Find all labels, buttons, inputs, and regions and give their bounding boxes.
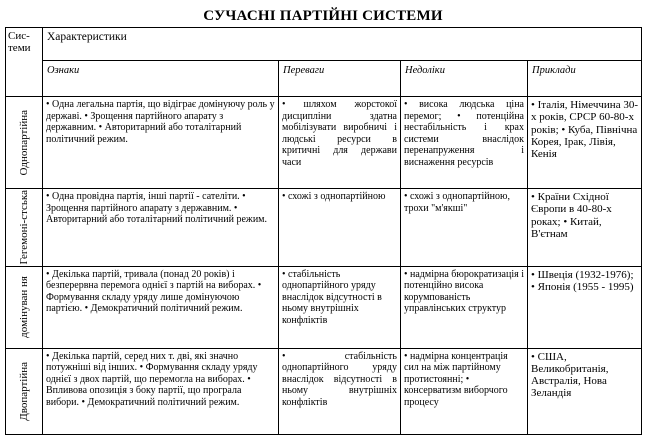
header-row bbox=[6, 28, 642, 61]
system-cell bbox=[6, 189, 43, 267]
disadvantages-cell: • надмірна бюрократизація і потенційно висока корумпованість управлінських структур bbox=[401, 266, 528, 348]
system-cell bbox=[6, 97, 43, 189]
advantages-cell: • стабільність однопартійного уряду внаслідок відсутності в ньому внутрішніх конфліктів bbox=[279, 348, 401, 434]
examples-cell: • Швеція (1932-1976); • Японія (1955 - 1995) bbox=[528, 266, 642, 348]
header-systems: Сис-теми bbox=[6, 28, 43, 97]
disadvantages-cell: • схожі з однопартійною, трохи "м'якші" bbox=[401, 189, 528, 267]
system-cell bbox=[6, 266, 43, 348]
header-advantages: Переваги bbox=[279, 61, 401, 97]
disadvantages-cell: • надмірна концентрація сил на між партійному протистоянні; • консерватизм виборчого процесу bbox=[401, 348, 528, 434]
system-name: Двопартійна bbox=[18, 361, 30, 421]
system-name: Однопартійна bbox=[18, 109, 30, 176]
party-systems-table bbox=[5, 27, 642, 435]
system-name: Гегемоні-стська bbox=[18, 190, 30, 265]
examples-cell: • Італія, Німеччина 30-х років, СРСР 60-80-х років; • Куба, Північна Корея, Ірак, Лівія, Кенія bbox=[528, 97, 642, 189]
table-row bbox=[6, 97, 642, 189]
table-row bbox=[6, 348, 642, 434]
page-title: СУЧАСНІ ПАРТІЙНІ СИСТЕМИ bbox=[203, 8, 443, 24]
system-name: домінуван ня bbox=[18, 276, 30, 338]
header-features: Ознаки bbox=[43, 61, 279, 97]
features-cell: • Декілька партій, тривала (понад 20 років) і безперервна перемога однієї з партій на виборах. • Формування складу уряду лише домінуючою партією. • Демократичний політичний режим. bbox=[43, 266, 279, 348]
advantages-cell: • схожі з однопартійною bbox=[279, 189, 401, 267]
advantages-cell: • стабільність однопартійного уряду внаслідок відсутності в ньому внутрішніх конфліктів bbox=[279, 266, 401, 348]
system-cell bbox=[6, 348, 43, 434]
header-examples: Приклади bbox=[528, 61, 642, 97]
features-cell: • Декілька партій, серед них т. дві, які значно потужніші від інших. • Формування складу уряду однієї з двох партій, що перемогла на виборах. • Впливова опозиція з боку партії, що програла вибори. • Демократичний політичний режим. bbox=[43, 348, 279, 434]
features-cell: • Одна легальна партія, що відіграє домінуючу роль у державі. • Зрощення партійного апарату з державним. • Авторитарний або тоталітарний політичний режим. bbox=[43, 97, 279, 189]
disadvantages-cell: • висока людська ціна перемог; • потенційна нестабільність і крах системи внаслідок перенапруження і виснаження ресурсів bbox=[401, 97, 528, 189]
features-cell: • Одна провідна партія, інші партії - сателіти. • Зрощення партійного апарату з державним. • Авторитарний або тоталітарний політичний режим. bbox=[43, 189, 279, 267]
examples-cell: • Країни Східної Європи в 40-80-х роках; • Китай, В'єтнам bbox=[528, 189, 642, 267]
subheader-row bbox=[6, 61, 642, 97]
header-characteristics: Характеристики bbox=[43, 28, 642, 61]
examples-cell: • США, Великобританія, Австралія, Нова Зеландія bbox=[528, 348, 642, 434]
header-disadvantages: Недоліки bbox=[401, 61, 528, 97]
table-row bbox=[6, 266, 642, 348]
advantages-cell: • шляхом жорстокої дисципліни здатна мобілізувати виробничі і людські ресурси в критичні для держави часи bbox=[279, 97, 401, 189]
table-row bbox=[6, 189, 642, 267]
